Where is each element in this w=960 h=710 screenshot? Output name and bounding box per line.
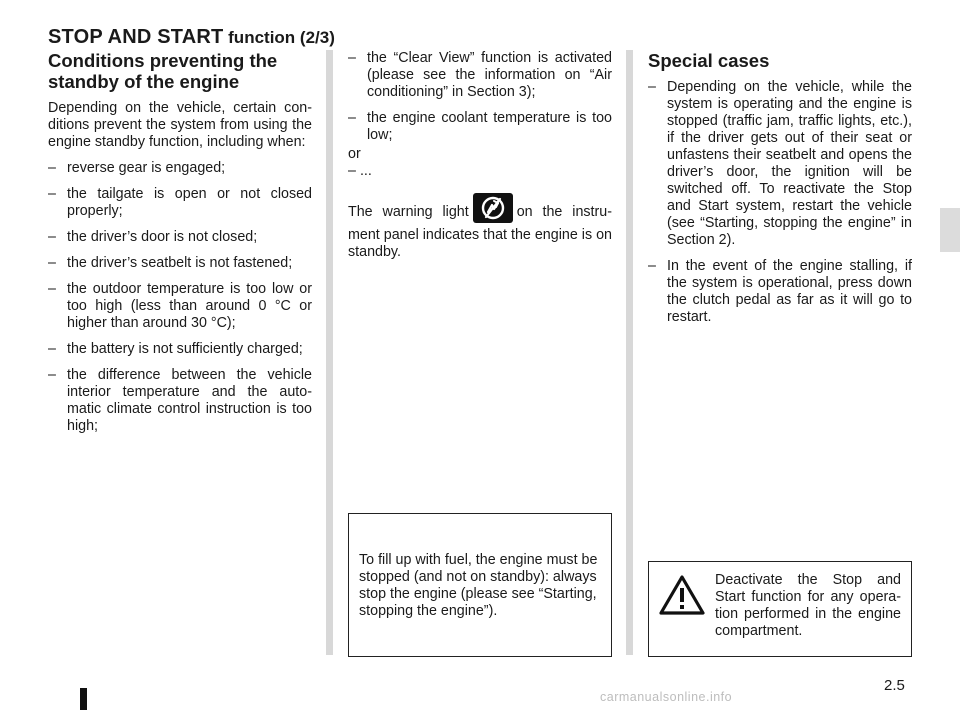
stop-start-standby-icon — [473, 193, 513, 223]
conditions-list — [48, 160, 312, 435]
list-item-text: the battery is not sufficiently charged; — [67, 341, 303, 357]
warning-text-before: The warning light — [348, 203, 469, 220]
page-title-main: STOP AND START — [48, 26, 224, 48]
list-item-text: the outdoor temperature is too low or too high (less than around 0 °C or higher than around 30 °C); — [67, 281, 312, 331]
page-title-sub: function (2/3) — [223, 28, 335, 47]
list-dash: – — [348, 50, 356, 66]
column-divider-1 — [326, 50, 333, 655]
section-side-tab — [940, 208, 960, 252]
list-item — [648, 79, 912, 249]
list-item — [48, 281, 312, 332]
special-cases-column — [648, 50, 912, 335]
list-dash: – — [48, 367, 56, 383]
list-item-text: reverse gear is engaged; — [67, 160, 226, 176]
list-item — [48, 160, 312, 177]
list-dash: – — [48, 281, 56, 297]
list-item-text: the driver’s seatbelt is not fastened; — [67, 255, 293, 271]
list-item-text: the “Clear View” function is activated (please see the information on “Air conditioning” in Section 3); — [367, 50, 612, 100]
list-item — [48, 341, 312, 358]
fuel-note-box — [348, 513, 612, 657]
list-item — [348, 50, 612, 101]
list-item — [48, 367, 312, 435]
conditions-intro: Depending on the vehicle, certain con-ditions prevent the system from using the engine standby function, including when: — [48, 100, 312, 150]
list-dash: – — [648, 258, 656, 274]
list-item — [48, 229, 312, 246]
special-cases-heading: Special cases — [648, 50, 770, 71]
ellipsis-line — [348, 163, 612, 180]
deactivate-note-text: Deactivate the Stop and Start function for any opera-tion performed in the engine compartment. — [715, 572, 901, 639]
warning-text-after: on the instru-ment panel indicates that the engine is on standby. — [348, 203, 612, 260]
warning-light-paragraph — [348, 197, 612, 261]
list-item-text: the engine coolant temperature is too low; — [367, 110, 612, 143]
list-dash: – — [648, 79, 656, 95]
list-item — [648, 258, 912, 326]
list-item-text: the difference between the vehicle interior temperature and the auto-matic climate control instruction is too high; — [67, 367, 312, 434]
list-dash: – — [48, 186, 56, 202]
fuel-note-text: To fill up with fuel, the engine must be stopped (and not on standby): always stop the engine (please see “Starting, stopping the engine”). — [359, 552, 598, 619]
list-dash: – — [48, 229, 56, 245]
list-dash: – — [48, 341, 56, 357]
warning-triangle-icon — [659, 574, 705, 621]
watermark: carmanualsonline.info — [600, 690, 733, 704]
conditions-continued-list — [348, 50, 612, 144]
list-item — [348, 110, 612, 144]
page-number: 2.5 — [884, 677, 905, 694]
deactivate-note-box — [648, 561, 912, 657]
list-item — [48, 186, 312, 220]
corner-mark — [80, 688, 87, 710]
list-dash: – — [348, 110, 356, 126]
conditions-column — [48, 50, 312, 444]
conditions-heading-line2: standby of the engine — [48, 71, 240, 92]
column-divider-2 — [626, 50, 633, 655]
list-item — [48, 255, 312, 272]
special-cases-list — [648, 79, 912, 326]
list-dash: – — [348, 163, 356, 179]
list-item-text: In the event of the engine stalling, if the system is operational, press down the clutch pedal as far as it will go to restart. — [667, 258, 912, 325]
ellipsis-text: ... — [359, 163, 372, 179]
list-item-text: the tailgate is open or not closed properly; — [67, 186, 312, 219]
list-item-text: Depending on the vehicle, while the system is operating and the engine is stopped (traffic jam, traffic lights, etc.), if the driver gets out of their seat or unfastens their seatbelt and opens the driver’s door, the ignition will be switched off. To reactivate the Stop and Start system, restart the vehicle (see “Starting, stopping the engine” in Section 2). — [667, 79, 912, 248]
list-dash: – — [48, 160, 56, 176]
list-dash: – — [48, 255, 56, 271]
conditions-heading-line1: Conditions preventing the — [48, 50, 278, 71]
page-title — [48, 14, 335, 51]
list-item-text: the driver’s door is not closed; — [67, 229, 258, 245]
conditions-continued-column — [348, 50, 612, 270]
or-text: or — [348, 146, 361, 162]
conditions-heading — [48, 50, 312, 92]
